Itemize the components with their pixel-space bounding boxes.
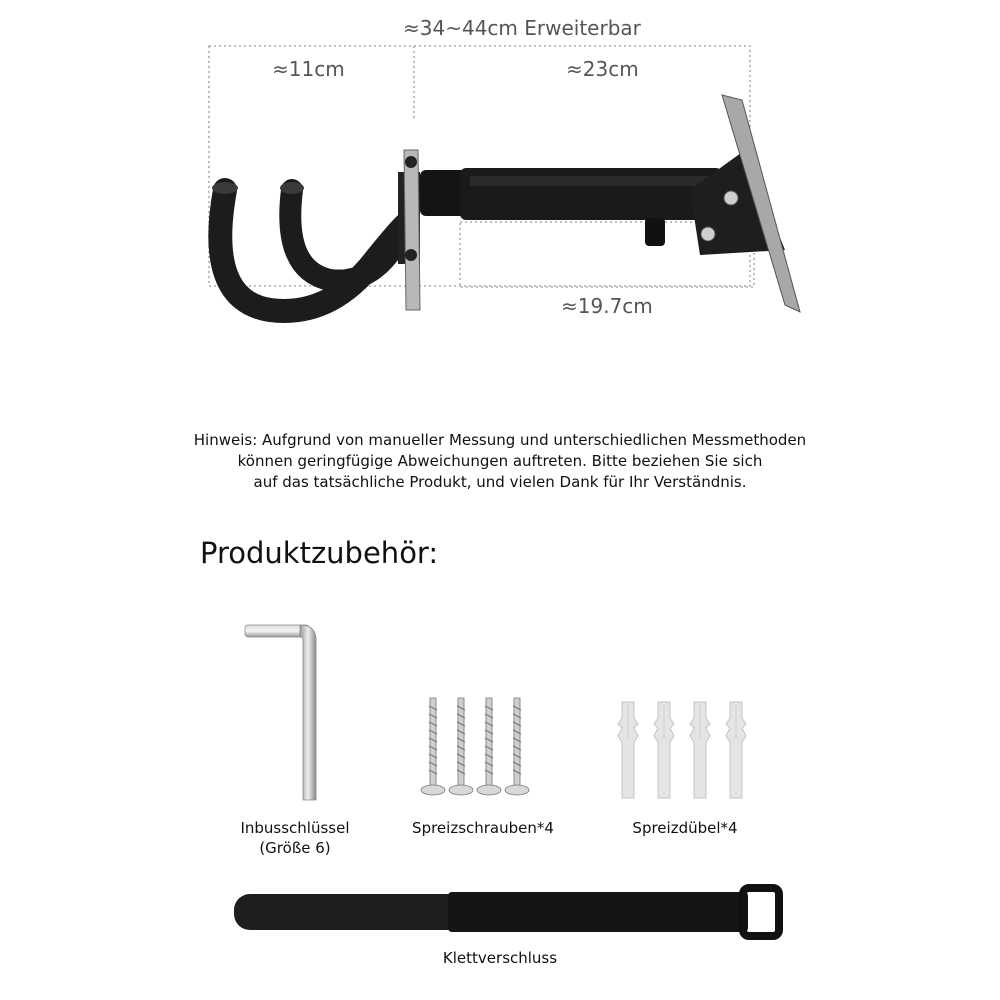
- velcro-strap-caption: Klettverschluss: [442, 949, 558, 967]
- wall-plugs-image: [612, 698, 762, 808]
- note-line: können geringfügige Abweichungen auftreten. Bitte beziehen Sie sich: [237, 452, 763, 470]
- allen-key-size: (Größe 6): [259, 839, 331, 857]
- velcro-strap-image: [228, 884, 788, 944]
- dimension-arm-label: ≈23cm: [566, 57, 639, 81]
- note-line: auf das tatsächliche Produkt, und vielen Dank für Ihr Verständnis.: [253, 473, 747, 491]
- bike-wall-bracket-image: [0, 0, 1000, 340]
- accessories-heading: Produktzubehör:: [200, 536, 439, 570]
- note-line: Hinweis: Aufgrund von manueller Messung und unterschiedlichen Messmethoden: [193, 431, 807, 449]
- wall-plugs-caption: Spreizdübel*4: [632, 819, 738, 837]
- allen-key-label: Inbusschlüssel: [240, 819, 350, 837]
- allen-key-image: [240, 620, 340, 820]
- allen-key-caption: [210, 818, 380, 858]
- dimension-hook-label: ≈11cm: [272, 57, 345, 81]
- screws-caption: Spreizschrauben*4: [412, 819, 554, 837]
- measurement-note: [100, 430, 900, 493]
- dimension-total-label: ≈34~44cm Erweiterbar: [403, 16, 641, 40]
- screws-image: [418, 696, 548, 806]
- dimension-tube-label: ≈19.7cm: [561, 294, 653, 318]
